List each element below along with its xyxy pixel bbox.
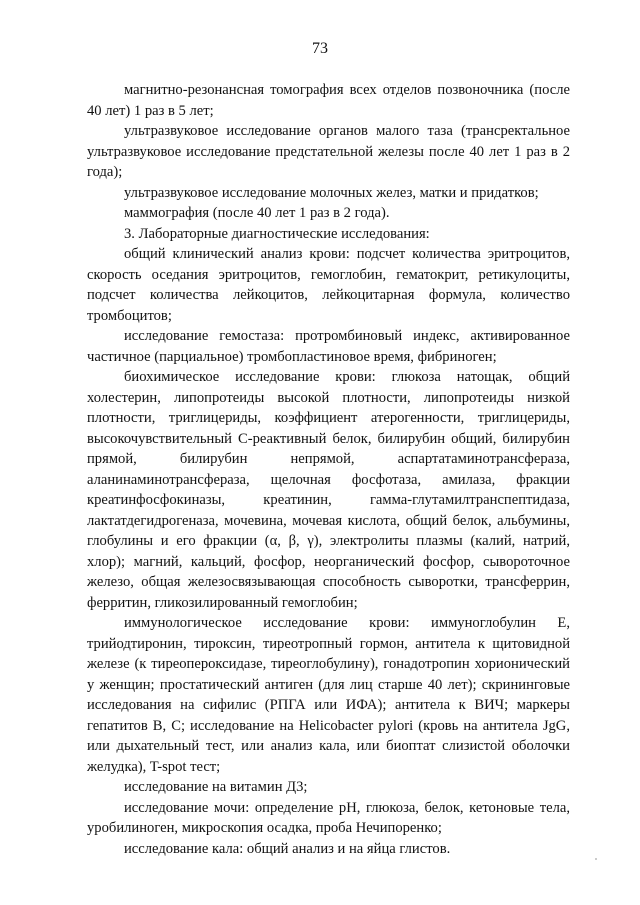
paragraph: магнитно-резонансная томография всех отделов позвоночника (после 40 лет) 1 раз в 5 лет; bbox=[87, 82, 570, 119]
paragraph: исследование кала: общий анализ и на яйца глистов. bbox=[124, 840, 451, 857]
paragraph: ультразвуковое исследование молочных желез, матки и придатков; bbox=[124, 184, 539, 201]
scan-speck bbox=[595, 858, 597, 860]
paragraph: исследование гемостаза: протромбиновый индекс, активированное частичное (парциальное) тромбопластиновое время, фибриноген; bbox=[87, 328, 570, 365]
paragraph: исследование мочи: определение pH, глюкоза, белок, кетоновые тела, уробилиноген, микроскопия осадка, проба Нечипоренко; bbox=[87, 799, 570, 836]
paragraph: маммография (после 40 лет 1 раз в 2 года). bbox=[124, 205, 390, 221]
paragraph: ультразвуковое исследование органов малого таза (трансректальное ультразвуковое исследование предстательной железы после 40 лет 1 раз в 2 года); bbox=[87, 123, 570, 180]
page-body bbox=[87, 80, 570, 859]
paragraph: 3. Лабораторные диагностические исследования: bbox=[124, 225, 430, 242]
page-number: 73 bbox=[312, 40, 328, 57]
paragraph: исследование на витамин Д3; bbox=[124, 779, 308, 795]
paragraph: иммунологическое исследование крови: иммуноглобулин Е, трийодтиронин, тироксин, тиреотропный гормон, антитела к щитовидной железе (к тиреопероксидазе, тиреоглобулину), гонадотропин хорионический у женщин; простатический антиген (для лиц старше 40 лет); скрининговые исследования на сифилис (РПГА или ИФА); антитела к ВИЧ; маркеры гепатитов В, С; исследование на Helicobacter pylori (кровь на антитела JgG, или дыхательный тест, или анализ кала, или биоптат слизистой оболочки желудка), T-spot тест; bbox=[87, 615, 570, 775]
paragraph: общий клинический анализ крови: подсчет количества эритроцитов, скорость оседания эритроцитов, гемоглобин, гематокрит, ретикулоциты, подсчет количества лейкоцитов, лейкоцитарная формула, количество тромбоцитов; bbox=[87, 246, 570, 324]
paragraph: биохимическое исследование крови: глюкоза натощак, общий холестерин, липопротеиды высокой плотности, липопротеиды низкой плотности, триглицериды, коэффициент атерогенности, триглицериды, высокочувствительный С-реактивный белок, билирубин общий, билирубин прямой, билирубин непрямой, аспартатаминотрансфераза, аланинаминотрансфераза, щелочная фосфотаза, амилаза, фракции креатинфосфокиназы, креатинин, гамма-глутамилтранспептидаза, лактатдегидрогеназа, мочевина, мочевая кислота, общий белок, альбумины, глобулины и его фракции (α, β, γ), электролиты плазмы (калий, натрий, хлор); магний, кальций, фосфор, неорганический фосфор, сывороточное железо, общая железосвязывающая способность сыворотки, трансферрин, ферритин, гликозилированный гемоглобин; bbox=[87, 369, 570, 611]
